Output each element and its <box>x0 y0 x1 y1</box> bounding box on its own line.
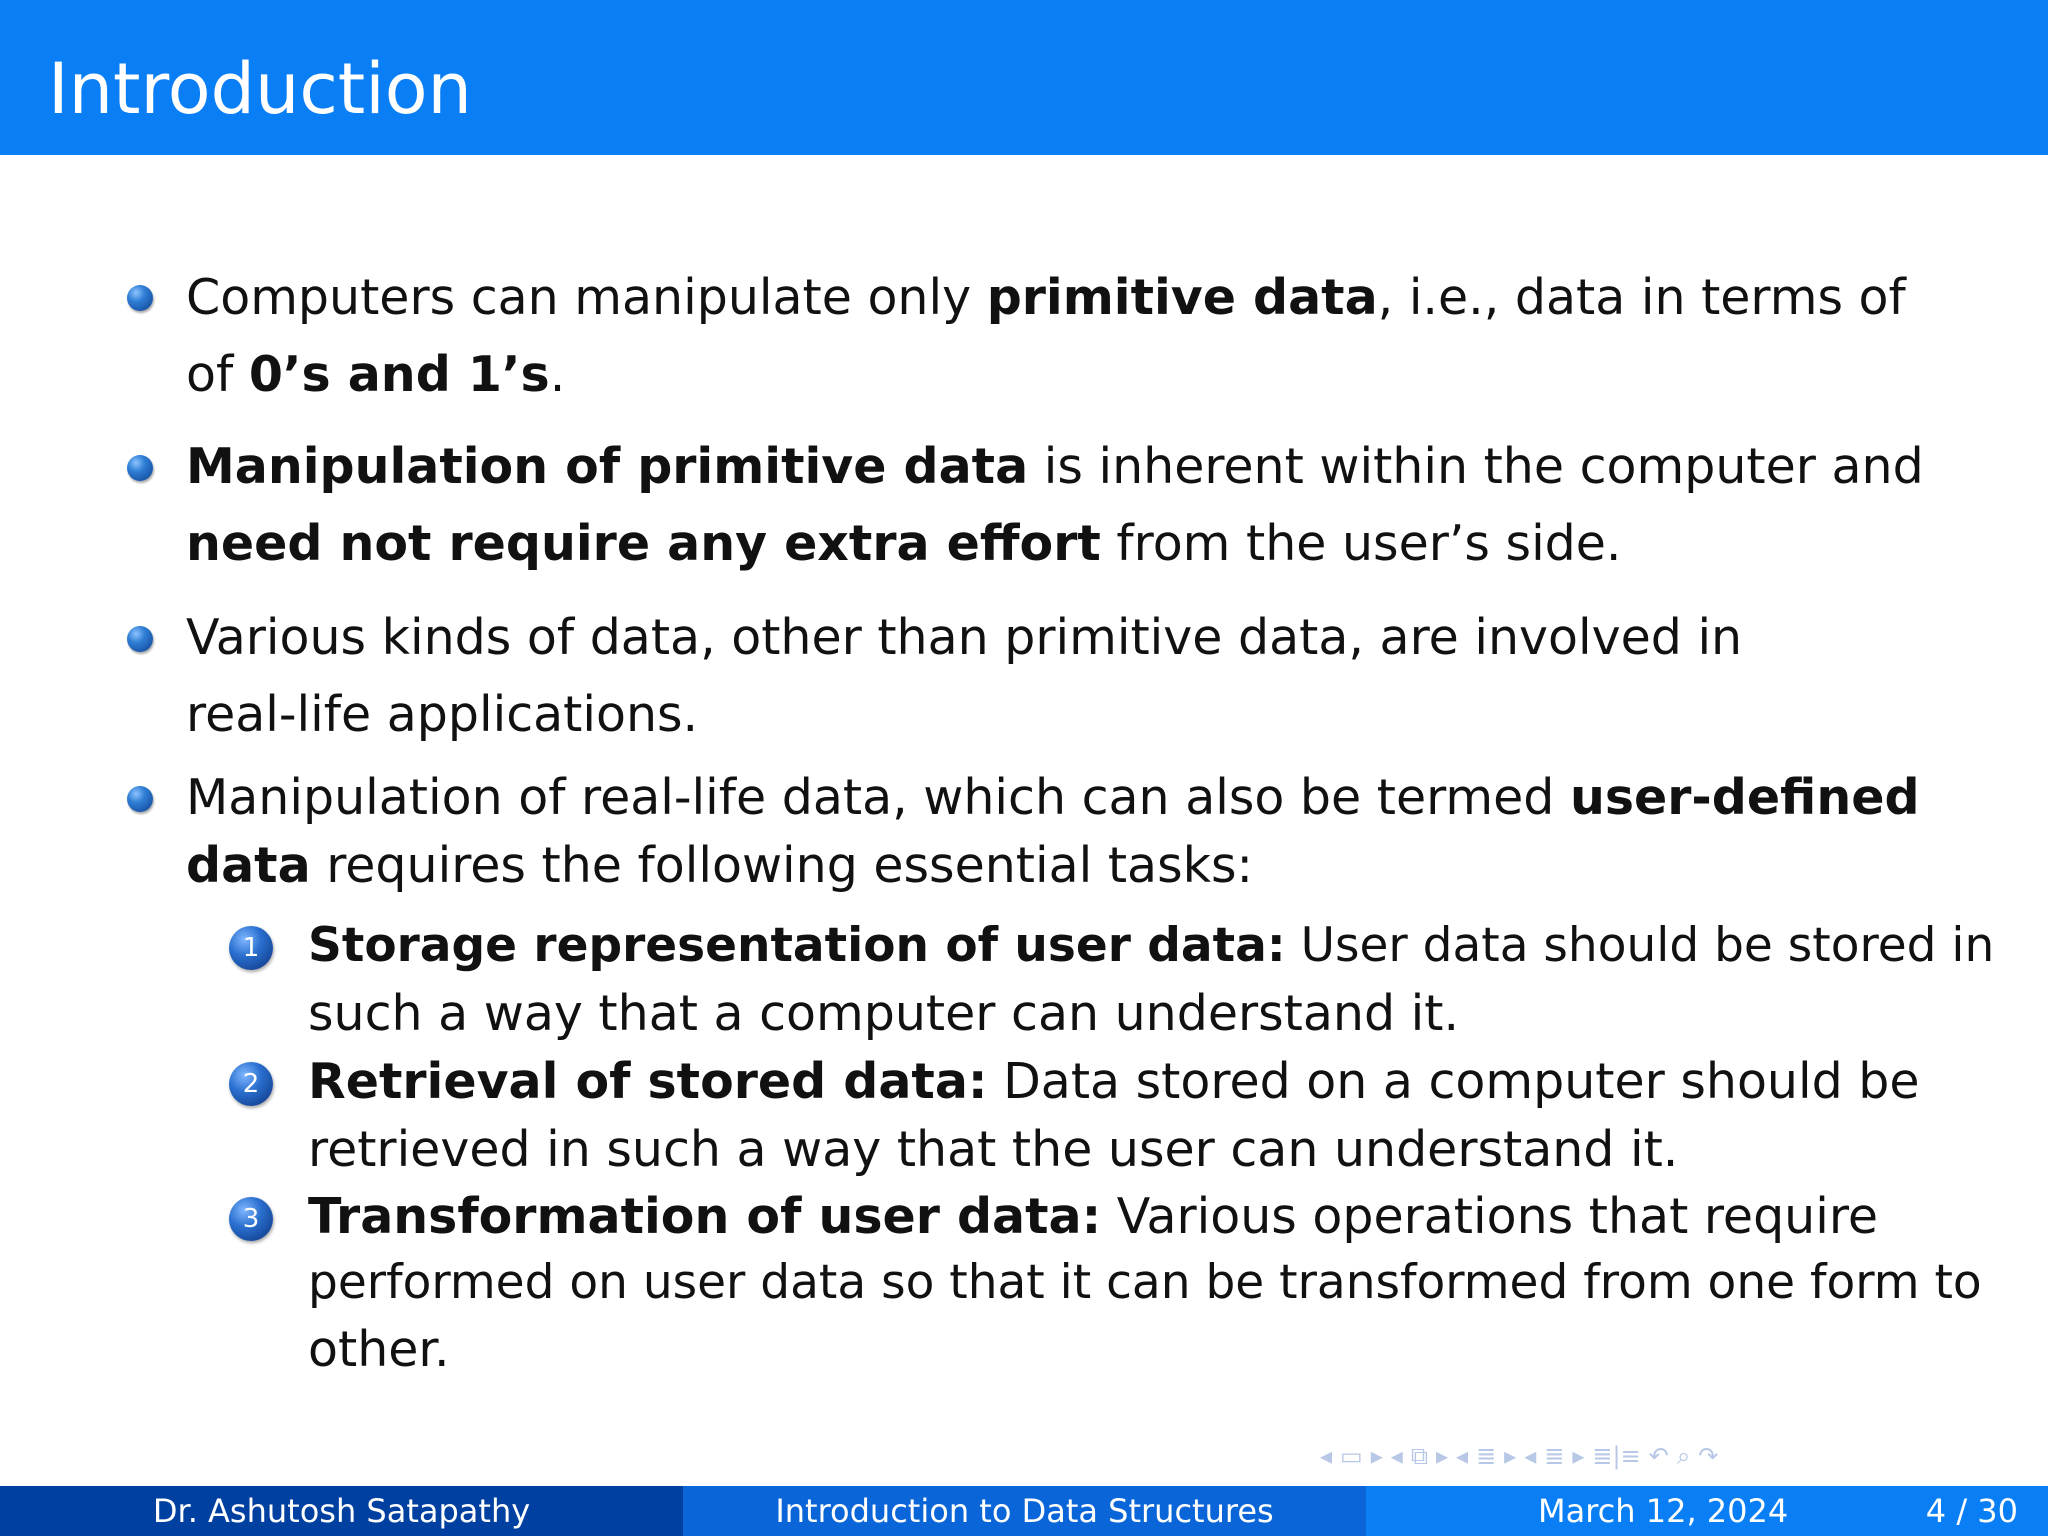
arrow-left-icon[interactable]: ◂ <box>1456 1442 1469 1470</box>
bold-text: data <box>186 837 311 894</box>
bold-text: Transformation of user data: <box>308 1188 1102 1245</box>
undo-icon[interactable]: ↶ <box>1648 1442 1669 1470</box>
bold-text: Retrieval of stored data: <box>308 1053 988 1110</box>
text-run: Data stored on a computer should be <box>987 1053 1920 1110</box>
bullet-icon <box>127 786 153 812</box>
bullet-line <box>186 768 1920 828</box>
arrow-left-icon[interactable]: ◂ <box>1320 1442 1333 1470</box>
beamer-navigation <box>1320 1438 1718 1474</box>
bullet-line <box>186 437 1924 497</box>
enumerated-line <box>308 1253 1982 1313</box>
enumeration-badge-icon: 2 <box>229 1062 273 1106</box>
bold-text: need not require any extra effort <box>186 515 1101 572</box>
arrow-right-icon[interactable]: ▸ <box>1572 1442 1585 1470</box>
bullet-line <box>186 268 1906 328</box>
bold-text: Storage representation of user data: <box>308 918 1286 973</box>
bold-text: primitive data <box>986 269 1378 326</box>
slide-header <box>0 0 2048 155</box>
bullet-icon <box>127 626 153 652</box>
enumerated-line <box>308 1187 1878 1247</box>
text-run: Various operations that require <box>1101 1188 1879 1245</box>
text-run: performed on user data so that it can be transformed from one form to <box>308 1255 1982 1310</box>
text-run: , i.e., data in terms of <box>1377 269 1906 326</box>
enumeration-badge-icon: 1 <box>229 926 273 970</box>
arrow-right-icon[interactable]: ▸ <box>1504 1442 1517 1470</box>
text-run: Various kinds of data, other than primitive data, are involved in <box>186 609 1743 666</box>
footer-date: March 12, 2024 <box>1538 1492 1789 1530</box>
enumerated-line <box>308 1052 1920 1112</box>
bold-text: Manipulation of primitive data <box>186 438 1029 495</box>
subsection-list-icon[interactable]: ≣ <box>1544 1442 1565 1470</box>
align-icon[interactable]: ≣|≡ <box>1592 1442 1641 1470</box>
bullet-line <box>186 514 1622 574</box>
text-run: is inherent within the computer and <box>1028 438 1924 495</box>
enumerated-line <box>308 984 1459 1044</box>
footer-author: Dr. Ashutosh Satapathy <box>0 1486 683 1536</box>
text-run: Manipulation of real-life data, which can also be termed <box>186 769 1570 826</box>
slide-footer <box>0 1486 2048 1536</box>
bullet-icon <box>127 285 153 311</box>
text-run: other. <box>308 1321 450 1378</box>
frame-icon[interactable]: ▭ <box>1340 1442 1363 1470</box>
arrow-right-icon[interactable]: ▸ <box>1435 1442 1449 1470</box>
bullet-line <box>186 345 565 405</box>
bullet-line <box>186 608 1742 668</box>
bold-text: user-defined <box>1569 769 1920 826</box>
text-run: User data should be stored in <box>1285 918 1995 973</box>
text-run: of <box>186 346 249 403</box>
bullet-icon <box>127 455 153 481</box>
footer-course: Introduction to Data Structures <box>683 1486 1366 1536</box>
bullet-line <box>186 836 1253 896</box>
arrow-right-icon[interactable]: ▸ <box>1370 1442 1383 1470</box>
arrow-left-icon[interactable]: ◂ <box>1390 1442 1403 1470</box>
enumerated-line <box>308 1120 1678 1180</box>
text-run: retrieved in such a way that the user can understand it. <box>308 1121 1679 1178</box>
slide-title: Introduction <box>48 48 472 130</box>
section-icon[interactable]: ≣ <box>1476 1442 1497 1470</box>
bold-text: 0’s and 1’s <box>248 346 550 403</box>
text-run: requires the following essential tasks: <box>310 837 1254 894</box>
text-run: . <box>549 346 566 403</box>
enumerated-line <box>308 916 1994 976</box>
enumerated-line <box>308 1320 450 1380</box>
bullet-line <box>186 685 698 745</box>
subsection-icon[interactable]: ⧉ <box>1410 1442 1428 1470</box>
search-icon[interactable]: ⌕ <box>1676 1442 1691 1470</box>
text-run: Computers can manipulate only <box>186 269 987 326</box>
text-run: from the user’s side. <box>1100 515 1622 572</box>
redo-icon[interactable]: ↷ <box>1698 1442 1719 1470</box>
footer-page-number: 4 / 30 <box>1925 1492 2018 1530</box>
text-run: such a way that a computer can understand it. <box>308 985 1460 1042</box>
arrow-left-icon[interactable]: ◂ <box>1524 1442 1537 1470</box>
footer-date-page <box>1366 1486 2048 1536</box>
text-run: real-life applications. <box>186 686 699 743</box>
enumeration-badge-icon: 3 <box>229 1197 273 1241</box>
